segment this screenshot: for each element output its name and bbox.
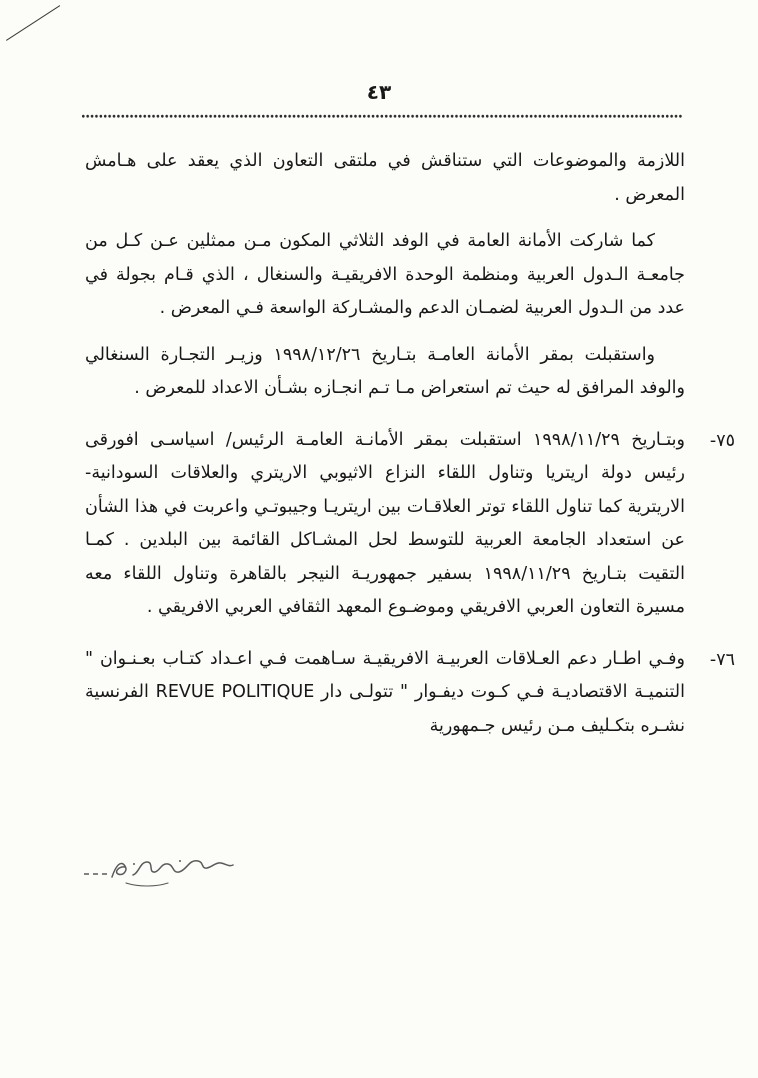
- item-text: وبتـاريخ ١٩٩٨/١١/٢٩ استقبلت بمقر الأمانـة العامـة الرئيس/ اسياسـى افورقى رئيس دولة اريتريا وتناول اللقاء النزاع الاثيوبي الاريتري والعلاقات السودانية- الاريترية كما تناول اللقاء توتر العلاقـات بين اريتريـا وجيبوتـي واعربت في هذا الشأن عن استعداد الجامعة العربية للتوسط لحل المشـاكل القائمة بين البلدين . كمـا التقيت بتـاريخ ١٩٩٨/١١/٢٩ بسفير جمهوريـة النيجر بالقاهرة وتناول اللقاء معه مسيرة التعاون العربي الافريقي وموضـوع المعهد الثقافي العربي الافريقي .: [85, 429, 685, 617]
- scan-crease-line: [6, 5, 60, 41]
- document-body: [85, 145, 735, 743]
- item-text: وفـي اطـار دعم العـلاقات العربيـة الافريقيـة سـاهمت فـي اعـداد كتـاب بعـنـوان " التنميـة الاقتصاديـة فـي كـوت ديفـوار " تتولـى دار REVUE POLITIQUE الفرنسية نشـره بتكـليف مـن رئيس جـمهورية: [85, 648, 685, 736]
- handwritten-signature-icon: [82, 846, 234, 892]
- item-number: ٧٦-: [709, 649, 735, 670]
- paragraph: واستقبلت بمقر الأمانة العامـة بتـاريخ ١٩٩٨/١٢/٢٦ وزيـر التجـارة السنغالي والوفد المرافق له حيث تم استعراض مـا تـم انجـازه بشـأن الاعداد للمعرض .: [85, 344, 685, 398]
- item-number: ٧٥-: [709, 430, 735, 451]
- paragraph: اللازمة والموضوعات التي ستناقش في ملتقى التعاون الذي يعقد على هـامش المعرض .: [85, 151, 685, 205]
- page-number: ٤٣: [366, 80, 392, 104]
- handwritten-signature: [82, 846, 234, 896]
- paragraph: كما شاركت الأمانة العامة في الوفد الثلاثي المكون مـن ممثلين عـن كـل من جامعـة الـدول العربية ومنظمة الوحدة الافريقيـة والسنغال ، الذي قـام بجولة في عدد من الـدول العربية لضمـان الدعم والمشـاركة الواسعة فـي المعرض .: [85, 231, 685, 318]
- numbered-item: [85, 424, 735, 625]
- numbered-item: [85, 643, 735, 744]
- header-dotted-rule: [82, 114, 682, 119]
